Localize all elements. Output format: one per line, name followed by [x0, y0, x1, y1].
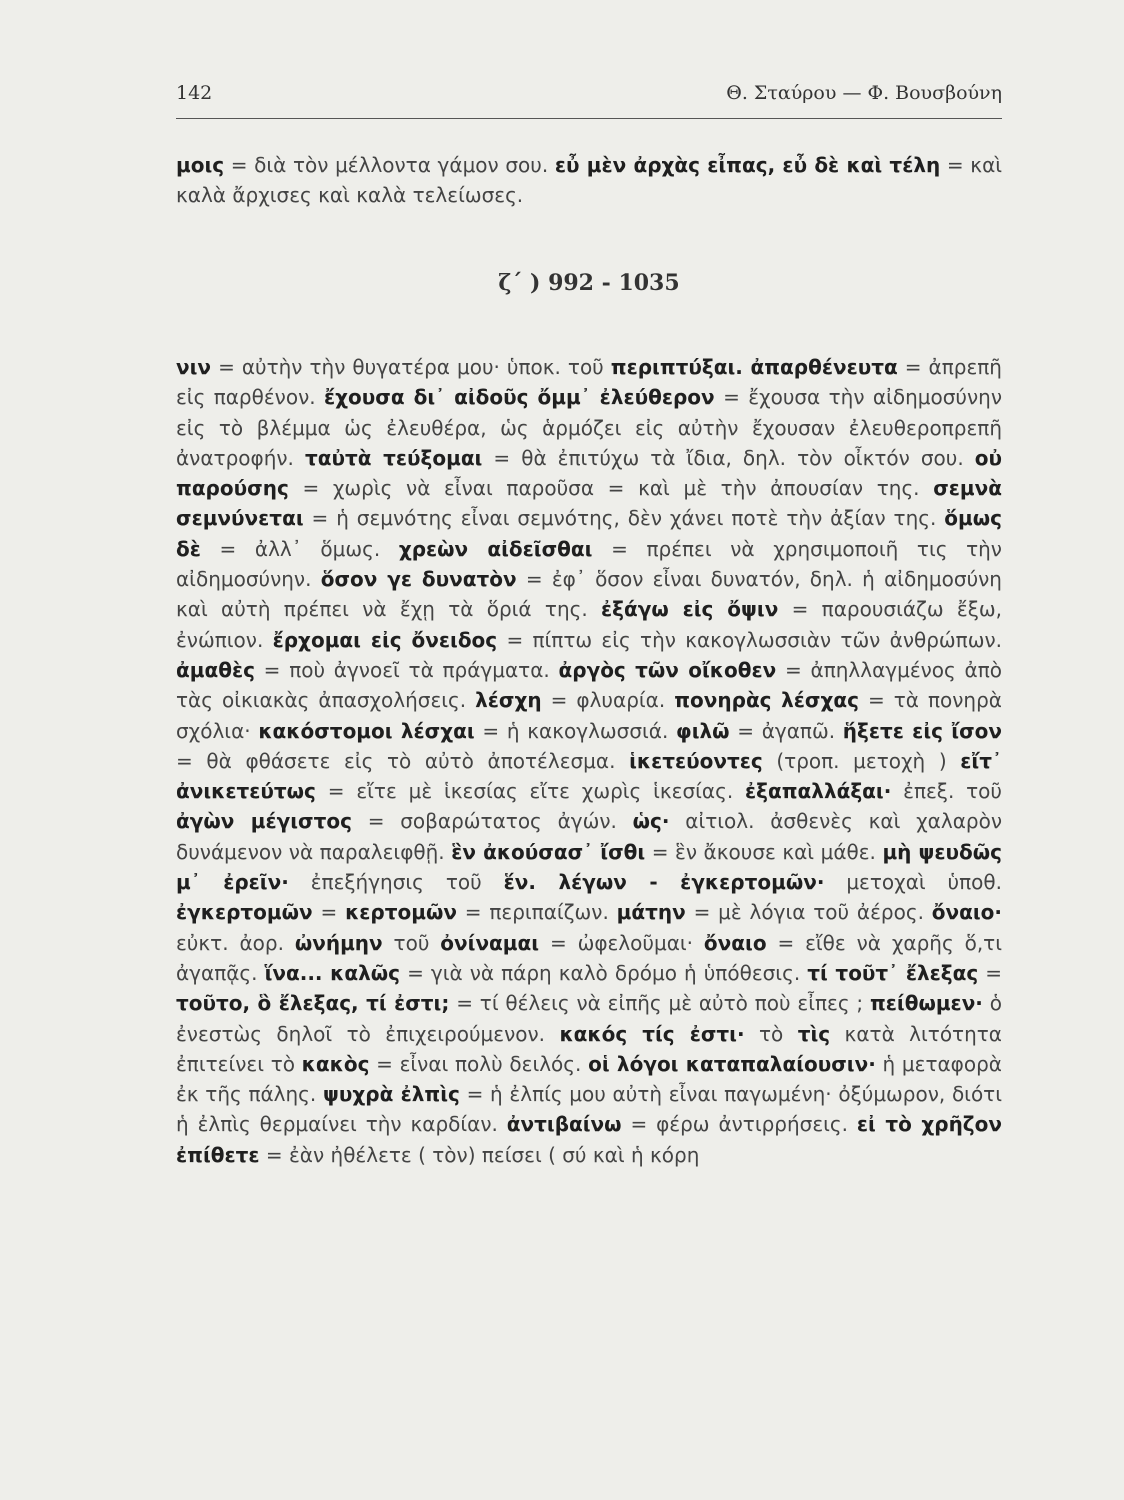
gloss: ἡ μεταφορὰ ἐκ τῆς πάλης.	[176, 1051, 1002, 1107]
gloss: = σοβαρώτατος ἀγών.	[351, 809, 633, 834]
header-rule	[176, 118, 1002, 119]
headword: ὠνήμην	[294, 930, 383, 955]
headword: εἰ τὸ χρῆζον ἐπίθετε	[176, 1112, 1002, 1167]
gloss: = ἀπηλλαγμένος ἀπὸ τὰς οἰκιακὰς ἀπασχολήσεις.	[176, 657, 1002, 713]
gloss: =	[978, 960, 1002, 985]
headword: ὀνίναμαι	[440, 930, 540, 955]
running-title: Θ. Σταύρου — Φ. Βουσβούνη	[726, 82, 1002, 104]
gloss: = ὠφελοῦμαι·	[539, 930, 704, 955]
headword: ὅμως δὲ	[176, 506, 1002, 561]
gloss: = πίπτω εἰς τὴν κακογλωσσιὰν τῶν ἀνθρώπων.	[497, 627, 1003, 652]
gloss: = παρουσιάζω ἔξω, ἐνώπιον.	[176, 597, 1003, 652]
headword: χρεὼν αἰδεῖσθαι	[398, 536, 593, 561]
gloss: = τὰ πονηρὰ σχόλια·	[176, 688, 1002, 743]
gloss: = τί θέλεις νὰ εἰπῆς μὲ αὐτὸ ποὺ εἶπες ;	[449, 991, 870, 1016]
gloss: = πρέπει νὰ χρησιμοποιῆ τις τὴν αἰδημοσύνην.	[176, 536, 1002, 592]
headword: ταὐτὰ τεύξομαι	[304, 445, 483, 470]
gloss: = γιὰ νὰ πάρη καλὸ δρόμο ἡ ὑπόθεσις.	[400, 960, 808, 985]
headword: ἐγκερτομῶν	[176, 900, 313, 925]
headword: πείθωμεν·	[869, 991, 983, 1016]
gloss: =	[312, 900, 346, 925]
gloss: = θὰ ἐπιτύχω τὰ ἴδια, δηλ. τὸν οἶκτόν σου.	[482, 445, 975, 470]
gloss: = ἐφ᾽ ὅσον εἶναι δυνατόν, δηλ. ἡ αἰδημοσύνη καὶ αὐτὴ πρέπει νὰ ἔχῃ τὰ ὅριά της.	[176, 567, 1002, 622]
gloss: = αὐτὴν τὴν θυγατέρα μου· ὑποκ. τοῦ	[211, 355, 611, 379]
headword: ἔχουσα δι᾽ αἰδοῦς ὄμμ᾽ ἐλεύθερον	[324, 385, 715, 410]
gloss: = ἡ ἐλπίς μου αὐτὴ εἶναι παγωμένη· ὀξύμωρον, διότι ἡ ἐλπὶς θερμαίνει τὴν καρδίαν.	[176, 1082, 1002, 1137]
section-heading: ζ΄ ) 992 - 1035	[498, 270, 680, 296]
glossary-paragraph	[176, 352, 1002, 1170]
headword: κακὸς	[301, 1051, 370, 1076]
page-number: 142	[176, 82, 213, 104]
headword: ἕν. λέγων - ἐγκερτομῶν·	[503, 870, 825, 895]
headword: ὅσον γε δυνατὸν	[320, 567, 517, 592]
headword: εὖ μὲν ἀρχὰς εἶπας, εὖ δὲ καὶ τέλη	[554, 153, 941, 177]
headword: περιπτύξαι. ἀπαρθένευτα	[610, 355, 898, 379]
headword: ἱκετεύοντες	[629, 748, 763, 773]
gloss: = φέρω ἀντιρρήσεις.	[621, 1112, 857, 1137]
headword: ἵνα... καλῶς	[264, 960, 401, 985]
headword: ὡς·	[632, 809, 670, 834]
headword: οἱ λόγοι καταπαλαίουσιν·	[588, 1051, 876, 1076]
gloss: = εἴθε νὰ χαρῆς ὅ,τι ἀγαπᾷς.	[176, 930, 1002, 985]
headword: ἐξάγω εἰς ὄψιν	[601, 597, 779, 622]
gloss: εὐκτ. ἀορ.	[176, 930, 295, 955]
gloss: αἰτιολ. ἀσθενὲς καὶ χαλαρὸν δυνάμενον νὰ παραλειφθῇ.	[176, 809, 1002, 864]
headword: εἴτ᾽ ἀνικετεύτως	[176, 748, 1002, 804]
headword: κακόστομοι λέσχαι	[258, 718, 475, 743]
headword: μοις	[176, 153, 225, 177]
gloss: κατὰ λιτότητα ἐπιτείνει τὸ	[176, 1021, 1002, 1076]
gloss: = εἶναι πολὺ δειλός.	[369, 1051, 589, 1076]
gloss: = εἴτε μὲ ἱκεσίας εἴτε χωρὶς ἱκεσίας.	[315, 779, 746, 804]
headword: τοῦτο, ὃ ἔλεξας, τί ἐστι;	[176, 991, 450, 1016]
gloss: = περιπαίζων.	[456, 900, 617, 925]
gloss: = θὰ φθάσετε εἰς τὸ αὐτὸ ἀποτέλεσμα.	[176, 748, 630, 773]
gloss: ἐπεξήγησις τοῦ	[288, 870, 504, 895]
headword: ἀμαθὲς	[176, 657, 255, 682]
gloss: = ἐὰν ἠθέλετε ( τὸν) πείσει ( σύ καὶ ἡ κόρη	[259, 1142, 700, 1167]
gloss: μετοχαὶ ὑποθ.	[824, 870, 1002, 895]
headword: κακός τίς ἐστι·	[559, 1021, 745, 1046]
gloss: = ἓν ἄκουσε καὶ μάθε.	[645, 839, 883, 864]
headword: λέσχη	[475, 688, 542, 713]
headword: σεμνὰ σεμνύνεται	[176, 476, 1002, 531]
gloss: = φλυαρία.	[541, 688, 675, 713]
headword: πονηρὰς λέσχας	[674, 688, 860, 713]
gloss: = ἀλλ᾽ ὅμως.	[200, 536, 399, 561]
gloss: = ἔχουσα τὴν αἰδημοσύνην εἰς τὸ βλέμμα ὡς ἐλευθέρα, ὡς ἁρμόζει εἰς αὐτὴν ἔχουσαν ἐλευθεροπρεπῆ ἀνατροφήν.	[176, 385, 1003, 470]
headword: νιν	[176, 355, 212, 379]
gloss: τοῦ	[382, 930, 441, 955]
headword: ἔρχομαι εἰς ὄνειδος	[272, 627, 498, 652]
headword: ἀγὼν μέγιστος	[176, 809, 352, 834]
headword: ἀντιβαίνω	[506, 1112, 622, 1137]
gloss: = διὰ τὸν μέλλοντα γάμον σου.	[224, 153, 555, 177]
headword: ψυχρὰ ἐλπὶς	[322, 1082, 460, 1107]
gloss: = μὲ λόγια τοῦ ἀέρος.	[685, 900, 932, 925]
gloss: ἐπεξ. τοῦ	[891, 779, 1002, 804]
gloss: = ἀγαπῶ.	[729, 718, 843, 743]
headword: οὐ παρούσης	[176, 445, 1002, 501]
gloss: ὁ ἐνεστὼς δηλοῖ τὸ ἐπιχειρούμενον.	[176, 991, 1002, 1046]
gloss: = καὶ καλὰ ἄρχισες καὶ καλὰ τελείωσες.	[176, 153, 1003, 208]
running-header	[176, 82, 1002, 104]
headword: ἓν ἀκούσασ᾽ ἴσθι	[451, 839, 646, 864]
intro-paragraph	[176, 150, 1002, 211]
headword: ὄναιο	[703, 930, 767, 955]
headword: φιλῶ	[676, 718, 730, 743]
gloss: = ἡ κακογλωσσιά.	[474, 718, 677, 743]
gloss: τὸ	[744, 1021, 798, 1046]
headword: ἐξαπαλλάξαι·	[745, 779, 892, 804]
headword: ἀργὸς τῶν οἴκοθεν	[558, 657, 777, 682]
headword: ὄναιο·	[931, 900, 1002, 925]
gloss: = ἀπρεπῆ εἰς παρθένον.	[176, 355, 1002, 410]
gloss: (τροπ. μετοχὴ )	[762, 748, 961, 773]
headword: τί τοῦτ᾽ ἔλεξας	[807, 960, 979, 985]
gloss: = ἡ σεμνότης εἶναι σεμνότης, δὲν χάνει ποτὲ τὴν ἀξίαν της.	[303, 506, 945, 531]
headword: τὶς	[797, 1021, 831, 1046]
headword: μάτην	[616, 900, 686, 925]
gloss: = ποὺ ἀγνοεῖ τὰ πράγματα.	[254, 657, 559, 682]
headword: μὴ ψευδῶς μ᾽ ἐρεῖν·	[176, 839, 1003, 895]
headword: ἥξετε εἰς ἴσον	[842, 718, 1003, 743]
gloss: = χωρὶς νὰ εἶναι παροῦσα = καὶ μὲ τὴν ἀπουσίαν της.	[288, 476, 934, 501]
headword: κερτομῶν	[345, 900, 457, 925]
